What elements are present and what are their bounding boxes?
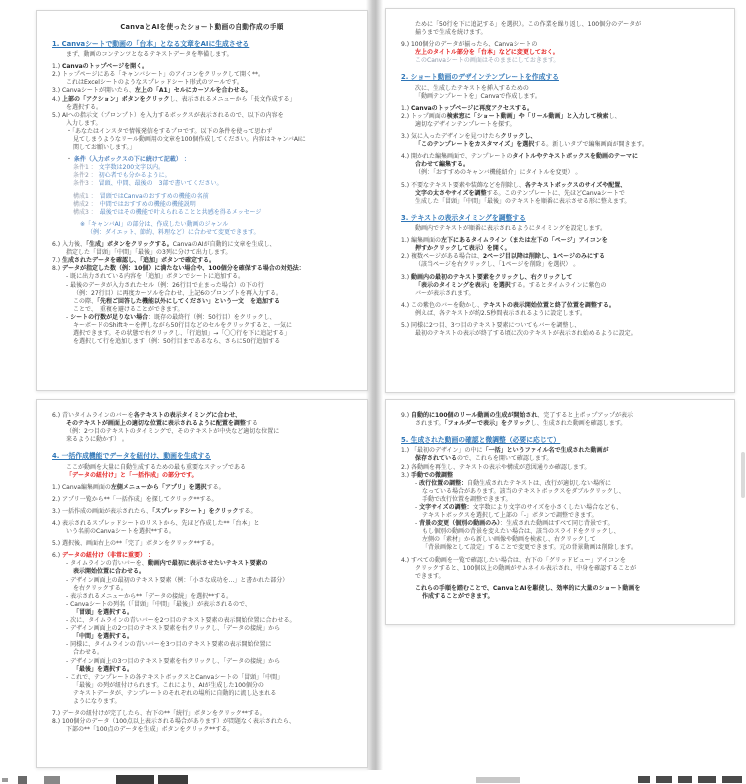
text-run: 9.) 100個分のデータが揃ったら、Canvaシートの	[401, 41, 538, 49]
next-page-fragment	[116, 775, 154, 784]
text-line	[52, 51, 352, 59]
text-run: 文字サイズの調整：	[419, 504, 473, 512]
text-run: ：既存の最終行（例：50行目）をクリックし、	[148, 313, 276, 321]
text-line	[52, 136, 352, 144]
text-run: 自動的に100個のリール動画の生成が開始され	[410, 412, 538, 419]
text-line	[401, 412, 719, 420]
text-run: 1.)	[401, 104, 411, 112]
text-run: 3.)	[401, 273, 411, 281]
text-line	[52, 472, 352, 480]
text-run: を選択して行を追加します（例：50行目まであるなら、さらに50行追加する	[73, 338, 281, 346]
text-line	[52, 87, 352, 95]
text-run: 文字数により文字のサイズを小さくしたい場合なども、	[472, 504, 623, 512]
text-line	[401, 544, 719, 552]
text-run: - 同様に、タイムラインの青いバーを3つ目のテキスト要素の表示開始位置に	[66, 641, 272, 649]
text-run: 3. テキストの表示タイミングを調整する	[401, 213, 526, 222]
text-line	[401, 237, 719, 245]
text-line	[52, 593, 352, 601]
text-run: テキストの表示開始位置と終了位置を調整する。	[482, 301, 615, 309]
text-run: 5.) 選択後、画面右上の**「完了」ボタンをクリック**する。	[52, 540, 218, 548]
text-run: まず、動画のコンテンツとなるテキストデータを準備します。	[66, 51, 233, 59]
section-heading	[401, 214, 719, 223]
text-line	[401, 504, 719, 512]
text-run: する。	[238, 507, 257, 515]
text-run: 2. ショート動画のデザインテンプレートを作成する	[401, 73, 559, 82]
text-run: クリックし、	[500, 133, 537, 141]
next-page-fragment	[2, 778, 8, 782]
text-line	[52, 96, 352, 104]
text-run: 背景の変更（個別の動画のみ）	[419, 520, 501, 528]
text-run: 初心者でも分かるように。	[98, 172, 171, 180]
text-line	[401, 573, 719, 581]
text-line	[401, 261, 719, 269]
spacer	[401, 65, 719, 69]
text-line	[52, 338, 352, 346]
document-page-2	[385, 8, 735, 393]
text-run: 冒頭、中間、最後の 3部で書いてください。	[98, 180, 223, 188]
text-run: （例：2つ目のテキストのタイミングで、そのテキストが中央など適切な位置に	[66, 428, 280, 436]
text-run: 1.) Canva編集画面の	[52, 483, 111, 491]
text-run: する。	[206, 483, 225, 491]
text-line	[52, 540, 352, 548]
text-run: 構成3 ：	[73, 208, 100, 216]
text-run: ので、これらを開いて確認します。	[457, 455, 553, 463]
text-run: 「データの紐付け」と「一括作成」の部分です。	[66, 471, 198, 479]
text-line	[52, 273, 352, 281]
text-run: 条件3 ：	[73, 180, 99, 188]
text-run: 8.)	[52, 265, 62, 273]
text-run: ・	[66, 156, 74, 164]
text-run: 「最後」を選択する。	[73, 665, 134, 673]
text-line	[52, 221, 352, 229]
text-run: （該当ページを右クリックし、「1ページを削除」を選択） 。	[415, 261, 580, 269]
text-run: 次に、生成したテキストを挿入するための	[415, 84, 529, 92]
text-run: 動画内で最初に表示させたいテキスト要素の	[147, 560, 268, 568]
text-line	[52, 144, 352, 152]
text-line	[52, 322, 352, 330]
text-run: 4.) この紫色のバーを動かし、	[401, 301, 483, 309]
text-line	[401, 29, 719, 37]
text-run: 「中間」を選択する。	[73, 633, 134, 641]
text-run: 揃うまで生成を続けます。	[415, 29, 487, 37]
text-run: 左側の「素材」から新しい画像や動画を検索し、右クリックして	[422, 536, 596, 544]
text-run: 最後ではその機能で叶えられることと共感を得るメッセージ	[99, 208, 262, 216]
text-line	[52, 577, 352, 585]
text-run: 「表示のタイミングを表示」を選択	[415, 281, 511, 289]
section-heading	[401, 436, 719, 445]
text-run: 「フォルダーで表示」をクリック	[444, 420, 531, 428]
document-page-1	[36, 10, 368, 391]
text-run: 1.) 編集画面の	[401, 237, 441, 245]
text-line	[401, 93, 719, 101]
text-line	[52, 209, 352, 217]
text-line	[401, 225, 719, 233]
text-run: 構成2 ：	[73, 200, 100, 208]
text-run: 9.)	[401, 412, 411, 419]
text-run: テキストボックスを選択して上部の「-」ボタンで調整できます。	[422, 512, 598, 520]
text-line	[401, 420, 719, 428]
spacer	[401, 206, 719, 210]
text-run: キーボードのShiftキーを押しながら50行目などのセルをクリックすると、一気に	[73, 321, 293, 329]
text-run: 6.)	[52, 552, 62, 560]
text-line	[52, 674, 352, 682]
text-line	[401, 121, 719, 129]
section-heading	[52, 40, 352, 49]
text-run: 5.) AIへの指示文（プロンプト）を入力するボックスが表示されるので、以下の内容を	[52, 111, 284, 119]
text-line	[52, 120, 352, 128]
next-page-fragment	[638, 776, 650, 783]
text-run: 適切なデザインテンプレートを探す。	[415, 121, 516, 129]
next-page-fragment	[476, 777, 520, 783]
text-run: -	[415, 520, 420, 528]
text-run: 文字の太さやサイズを調整	[415, 189, 487, 197]
text-line	[401, 302, 719, 310]
text-run: テキストデータが、テンプレートのそれぞれの場所に自動的に流し込まれる	[73, 689, 277, 697]
text-line	[401, 105, 719, 113]
text-run: 表示開始位置に合わせる。	[73, 568, 146, 576]
text-run: 1. Canvaシートで動画の「台本」となる文章をAIに生成させる	[52, 39, 250, 48]
text-run: - 次に、タイムラインの青いバーを2つ目のテキスト要素の表示開始位置に合わせる。	[66, 617, 296, 625]
text-run: 「先程ご回答した機能以外にしてください」という一文 を追加する	[97, 297, 281, 305]
text-run: 各テキストの表示タイミングに合わせ、	[133, 412, 242, 419]
text-run: 5. 生成された動画の確認と微調整（必要に応じて）	[401, 436, 561, 445]
text-run: 7.)	[52, 257, 62, 265]
next-page-fragment	[656, 776, 672, 783]
text-run: 1.) 「最初のデザイン」の中に	[401, 447, 483, 455]
text-line	[401, 85, 719, 93]
text-run: 5.) 同様に2つ目、3つ目のテキスト要素についてもバーを調整し、	[401, 321, 581, 329]
text-run: 冒頭ではCanvaのおすすめの機能の名前	[99, 192, 209, 200]
text-run: 4.) 開かれた編集画面で、テンプレートの	[401, 153, 513, 161]
text-line	[52, 585, 352, 593]
text-run: 2ページ目以降は削除し、1ページのみにする	[482, 253, 605, 261]
text-run: - タイムラインの青いバーを、	[66, 560, 148, 568]
spacer	[401, 428, 719, 432]
text-run: 5.) 不要なテキスト要素や装飾などを削除し、	[401, 181, 525, 189]
text-line	[401, 290, 719, 298]
text-run: 来るように動かす） 。	[66, 436, 128, 444]
text-line	[401, 21, 719, 29]
text-run: 、完了すると上ポップアップが表示	[537, 412, 633, 419]
text-line	[401, 141, 719, 149]
text-run: 生成した「冒頭」「中間」「最後」のテキストを順番に表示させる形に整えます。	[415, 197, 631, 205]
text-run: -	[415, 504, 420, 512]
text-run: バーが表示されます。	[415, 289, 475, 297]
text-line	[401, 274, 719, 282]
text-run: 手動での微調整	[410, 471, 453, 479]
next-page-fragment	[698, 776, 716, 783]
text-run: 各テキストボックスのサイズや配置、	[524, 181, 627, 189]
text-run: を右クリックする。	[73, 584, 127, 592]
text-run: 「生成」ボタンをクリックする。	[85, 241, 173, 249]
text-run: 「最後」の列が紐付けられます。これにより、AIが生成した100個分の	[73, 681, 264, 689]
text-line	[52, 617, 352, 625]
text-line	[401, 322, 719, 330]
text-run: -	[415, 479, 420, 487]
text-line	[52, 306, 352, 314]
text-run: この際、	[73, 297, 98, 305]
text-run: する。新しいタブで編集画面が開きます。	[534, 141, 648, 149]
doc-title	[52, 23, 352, 32]
text-run: 4.)	[52, 95, 62, 103]
text-run: 関してお願いします。」	[73, 144, 136, 152]
text-line	[401, 512, 719, 520]
text-run: し、生成された動画を確認します。	[530, 420, 627, 428]
scrollbar-thumb[interactable]	[741, 452, 745, 498]
text-line	[52, 649, 352, 657]
text-run: データの紐付け（非常に重要） ：	[61, 552, 155, 560]
text-run: CanvaとAIを使ったショート動画の自動作成の手順	[120, 23, 284, 31]
text-run: 条件1 ：	[73, 164, 99, 172]
text-line	[401, 464, 719, 472]
text-run: 作成することができます。	[422, 592, 494, 600]
text-run: する	[245, 420, 258, 428]
text-line	[401, 190, 719, 198]
text-line	[52, 609, 352, 617]
text-run: ここが動画を大量に自動生成するための最も重要なステップである	[66, 463, 247, 471]
text-run: 左上のタイトル部分を「台本」などに変更しておく。	[415, 49, 559, 57]
text-line	[401, 480, 719, 488]
text-run: （例：27行目）に再度カーソルを合わせ、上記6のプロンプトを再入力する。	[73, 289, 283, 297]
text-line	[401, 488, 719, 496]
text-run: このCanvaシートの画面はそのままにしておきます。	[415, 57, 560, 65]
text-line	[52, 690, 352, 698]
text-line	[52, 508, 352, 516]
text-run: Canvaのトップページを開く。	[61, 63, 149, 71]
text-line	[401, 282, 719, 290]
text-run: ことで、 重複を避けることができます。	[73, 305, 184, 313]
text-line	[52, 726, 352, 734]
text-run: データが指定した数（例：10個）に満たない場合や、100個分を確保する場合の対処法：	[61, 265, 305, 273]
text-run: 3.)	[401, 471, 411, 479]
text-run: 手動で改行位置を調整できます。	[422, 495, 512, 503]
text-line	[52, 112, 352, 120]
text-line	[52, 464, 352, 472]
text-run: （例：ダイエット、節約、料理など）に合わせて変更できます。	[87, 228, 260, 236]
text-line	[52, 496, 352, 504]
text-run: 条件2 ：	[73, 172, 99, 180]
text-line	[52, 314, 352, 322]
text-run: 左側メニューから「アプリ」を選択	[110, 483, 207, 491]
text-run: 生成されたデータを確認し、「追加」ボタンで確定する。	[61, 257, 215, 265]
text-run: 「冒頭」を選択する。	[73, 608, 134, 616]
text-run: し、	[608, 112, 621, 120]
spacer	[52, 32, 352, 36]
text-run: そのテキストが画面上の適切な位置に表示されるように配置を調整	[66, 420, 246, 428]
text-line	[401, 133, 719, 141]
text-run: 例えば、各テキストが約2.5秒間表示されるように設定します。	[415, 309, 586, 317]
text-run: し、表示されるメニューから「長文作成する」	[169, 95, 296, 103]
text-line	[52, 710, 352, 718]
document-page-3	[36, 399, 368, 768]
text-line	[52, 180, 352, 188]
text-run: - デザイン画面上の3つ目のテキスト要素を右クリックし、「データの接続」から	[66, 657, 281, 665]
text-run: 合わせて編集する。	[415, 161, 470, 169]
text-line	[52, 682, 352, 690]
text-line	[52, 568, 352, 576]
text-line	[401, 593, 719, 601]
text-line	[52, 601, 352, 609]
text-run: ・「あなたはインスタで情報発信をするプロです。以下の条件を使って思わず	[66, 127, 273, 135]
text-run: 下部の**「100点のデータを生成」ボタンをクリック**する。	[66, 726, 234, 734]
text-run: 保存されている	[415, 455, 458, 463]
text-run: 4. 一括作成機能でデータを紐付け、動画を生成する	[52, 452, 211, 461]
text-run: 条件（入力ボックスの下に続けて記載） ：	[73, 156, 190, 164]
text-run: 2.) トップページにある「キャンバシート」のアイコンをクリックして開く**。	[52, 71, 264, 79]
text-run: 「スプレッドシート」をクリック	[151, 507, 239, 515]
text-run: 見てしまうようなリール動画用の文章を100個作成してください。内容はキャンバAIに	[73, 136, 306, 143]
text-line	[52, 298, 352, 306]
text-run: 入力します。	[66, 119, 102, 127]
text-line	[401, 557, 719, 565]
text-run: 左上の「A1」セルにカーソルを合わせる。	[134, 87, 252, 95]
text-run: 最初のテキストの表示が終了する頃に次のテキストが表示され始めるように設定。	[415, 330, 637, 338]
text-run: 2.) アプリ一覧から**「一括作成」を探してクリック**する。	[52, 495, 218, 503]
text-run: ようになります。	[73, 697, 121, 705]
next-page-fragment	[722, 776, 742, 783]
text-run: 6.) 青いタイムラインのバーを	[52, 412, 134, 419]
text-run: 7.) データの紐付けが完了したら、右下の**「続行」ボタンをクリック**する。	[52, 710, 266, 718]
text-line	[401, 198, 719, 206]
text-run: シートの行数が足りない場合	[70, 313, 149, 321]
text-run: 「背景画像として設定」することで変更できます。元の背景動画は削除します。	[422, 544, 638, 552]
text-run: 「動画テンプレートを」Canvaで作成します。	[415, 92, 541, 100]
text-run: 「このテンプレートをカスタマイズ」を選択	[415, 141, 535, 149]
text-run: されます。	[415, 420, 445, 428]
text-line	[52, 249, 352, 257]
text-line	[401, 472, 719, 480]
text-run: 「一括」というファイル名で生成された動画が	[482, 447, 609, 455]
text-line	[52, 229, 352, 237]
text-line	[52, 666, 352, 674]
text-run: ：生成された動画はすべて同じ背景です。	[500, 520, 614, 528]
text-line	[52, 201, 352, 209]
text-run: 指定した「冒頭」「中間」「最後」の3列に分けて出力します。	[66, 249, 232, 257]
text-run: する。するとタイムラインに紫色の	[510, 281, 607, 289]
text-run: 動画内の最初のテキスト要素をクリックし、右クリックして	[410, 273, 573, 281]
text-run: 自動生成されたテキストは、改行が適切しない場所に	[467, 479, 611, 487]
text-line	[52, 193, 352, 201]
text-line	[401, 565, 719, 573]
text-run: 8.) 100個分のデータ（100点以上表示される場合があります）が問題なく表示されたら、	[52, 718, 295, 726]
text-line	[401, 113, 719, 121]
page-gutter-shadow	[366, 0, 383, 770]
text-run: 2.) 各動画を再生し、テキストの表示や構成が意図通りか確認します。	[401, 463, 591, 471]
text-run: （例：「おすすめのキャンバ機能紹介」にタイトルを変更） 。	[415, 169, 582, 177]
text-line	[52, 528, 352, 536]
text-run: - デザイン画面上の最初のテキスト要素（例：「小さな成功を...」と書かれた部分）	[66, 576, 289, 584]
text-run: - これで、テンプレートの各テキストボックスとCanvaシートの「冒頭」「中間」	[66, 673, 284, 681]
text-line	[52, 412, 352, 420]
text-run: もし個別の動画の背景を変えたい場合は、該当のスライドをクリックし、	[422, 528, 620, 536]
text-line	[52, 484, 352, 492]
text-run: 合わせる。	[73, 649, 104, 657]
text-line	[52, 436, 352, 444]
text-line	[401, 330, 719, 338]
spacer	[52, 444, 352, 448]
text-line	[52, 420, 352, 428]
text-run: これらの手順を踏むことで、CanvaとAIを駆使し、効率的に大量のショート動画を	[415, 584, 641, 592]
text-run: ※「キャンバAI」の部分は、作成したい動画のジャンル	[80, 220, 229, 228]
text-run: する。このテンプレートに、先ほどCanvaシートで	[486, 189, 625, 197]
text-run: クリックすると、100個以上の動画がサムネイル表示され、中身を確認することが	[415, 564, 637, 572]
text-run: を選択する。	[66, 103, 103, 111]
text-run: 4.) 表示されるスプレッドシートのリストから、先ほど作成した**「台本」と	[52, 520, 260, 528]
text-line	[401, 310, 719, 318]
text-run: 3.) Canvaシートが開いたら、	[52, 87, 135, 95]
text-line	[401, 585, 719, 593]
text-run: 1.)	[52, 63, 62, 71]
text-run: これはExcelシートのようなスプレッドシート形式のツールです。	[66, 79, 243, 87]
text-line	[52, 330, 352, 338]
text-line	[52, 282, 352, 290]
document-page-4	[385, 399, 735, 625]
text-run: なっている場合があります。該当のテキストボックスをダブルクリックし、	[422, 487, 625, 495]
text-run: 3.) 一括作成の画面が表示されたら、	[52, 507, 152, 515]
text-run: - Canvaシートの列名（「冒頭」「中間」「最後」）が表示されるので、	[66, 600, 251, 608]
text-line	[401, 182, 719, 190]
next-page-fragment	[678, 776, 692, 783]
text-run: 押すかクリックして表示）を開く。	[415, 245, 511, 253]
text-run: 3.) 気に入ったデザインを見つけたら	[401, 133, 501, 141]
text-run: タイトルやテキストボックスを動画のテーマに	[512, 153, 639, 161]
next-page-fragment	[18, 776, 27, 784]
text-run: 2.) 複数ページがある場合は、	[401, 253, 483, 261]
next-page-fragment	[44, 776, 60, 784]
text-run: ために「50行を下に追記する」を選択）。この作業を繰り返し、100個分のデータが	[415, 21, 642, 28]
text-line	[52, 241, 352, 249]
text-run: Canvaのトップページに再度アクセスする。	[410, 104, 533, 112]
text-run: 中間ではおすすめの機能の機能説明	[99, 200, 196, 208]
text-run: -	[66, 313, 71, 321]
next-page-fragment	[158, 775, 188, 784]
text-line	[52, 698, 352, 706]
text-run: 改行位置の調整：	[419, 479, 468, 487]
text-run: 2.) トップ画面の	[401, 112, 447, 120]
text-run: 4.) すべての動画を一覧で確認したい場合は、右下の「グリッドビュー」アイコンを	[401, 556, 626, 564]
text-run: - 表示されるメニューから**「データの接続」を選択**する。	[66, 592, 233, 600]
text-run: 選択できます。その状態で右クリックし、「行追加」→「〇〇行を下に追記する」	[73, 330, 291, 338]
text-run: 文字数は200文字以内。	[98, 164, 165, 172]
text-line	[52, 290, 352, 298]
text-run: 上部の「アクション」ボタンをクリック	[61, 95, 170, 103]
text-line	[401, 169, 719, 177]
text-run: CanvaのAIが自動的に文章を生成し、	[172, 241, 276, 249]
text-run: - 最後のデータが入力されたセル（例：26行目で止まった場合）の下の行	[66, 281, 264, 289]
text-run: いう名前のCanvaシートを選択**する。	[66, 528, 175, 536]
text-line	[52, 658, 352, 666]
text-run: できます。	[415, 572, 445, 580]
text-run: - 既に出力されている内容を「追加」ボタンでシートに追加する。	[66, 273, 245, 281]
text-line	[401, 57, 719, 65]
text-line	[52, 104, 352, 112]
text-line	[401, 496, 719, 504]
text-line	[52, 520, 352, 528]
text-line	[52, 128, 352, 136]
text-run: 動画内でテキストが順番に表示されるようにタイミングを設定します。	[415, 225, 607, 233]
text-run: 構成1 ：	[73, 192, 100, 200]
text-line	[401, 455, 719, 463]
text-run: 6.) 入力後、	[52, 241, 86, 249]
text-run: 左下にあるタイムライン（または左下の「ページ」アイコンを	[440, 237, 608, 245]
text-run: - デザイン画面上の2つ目のテキスト要素を右クリックし、「データの接続」から	[66, 625, 281, 633]
text-run: 検索窓に「ショート動画」や「リール動画」と入力して検索	[446, 112, 609, 120]
section-heading	[52, 452, 352, 461]
section-heading	[401, 73, 719, 82]
